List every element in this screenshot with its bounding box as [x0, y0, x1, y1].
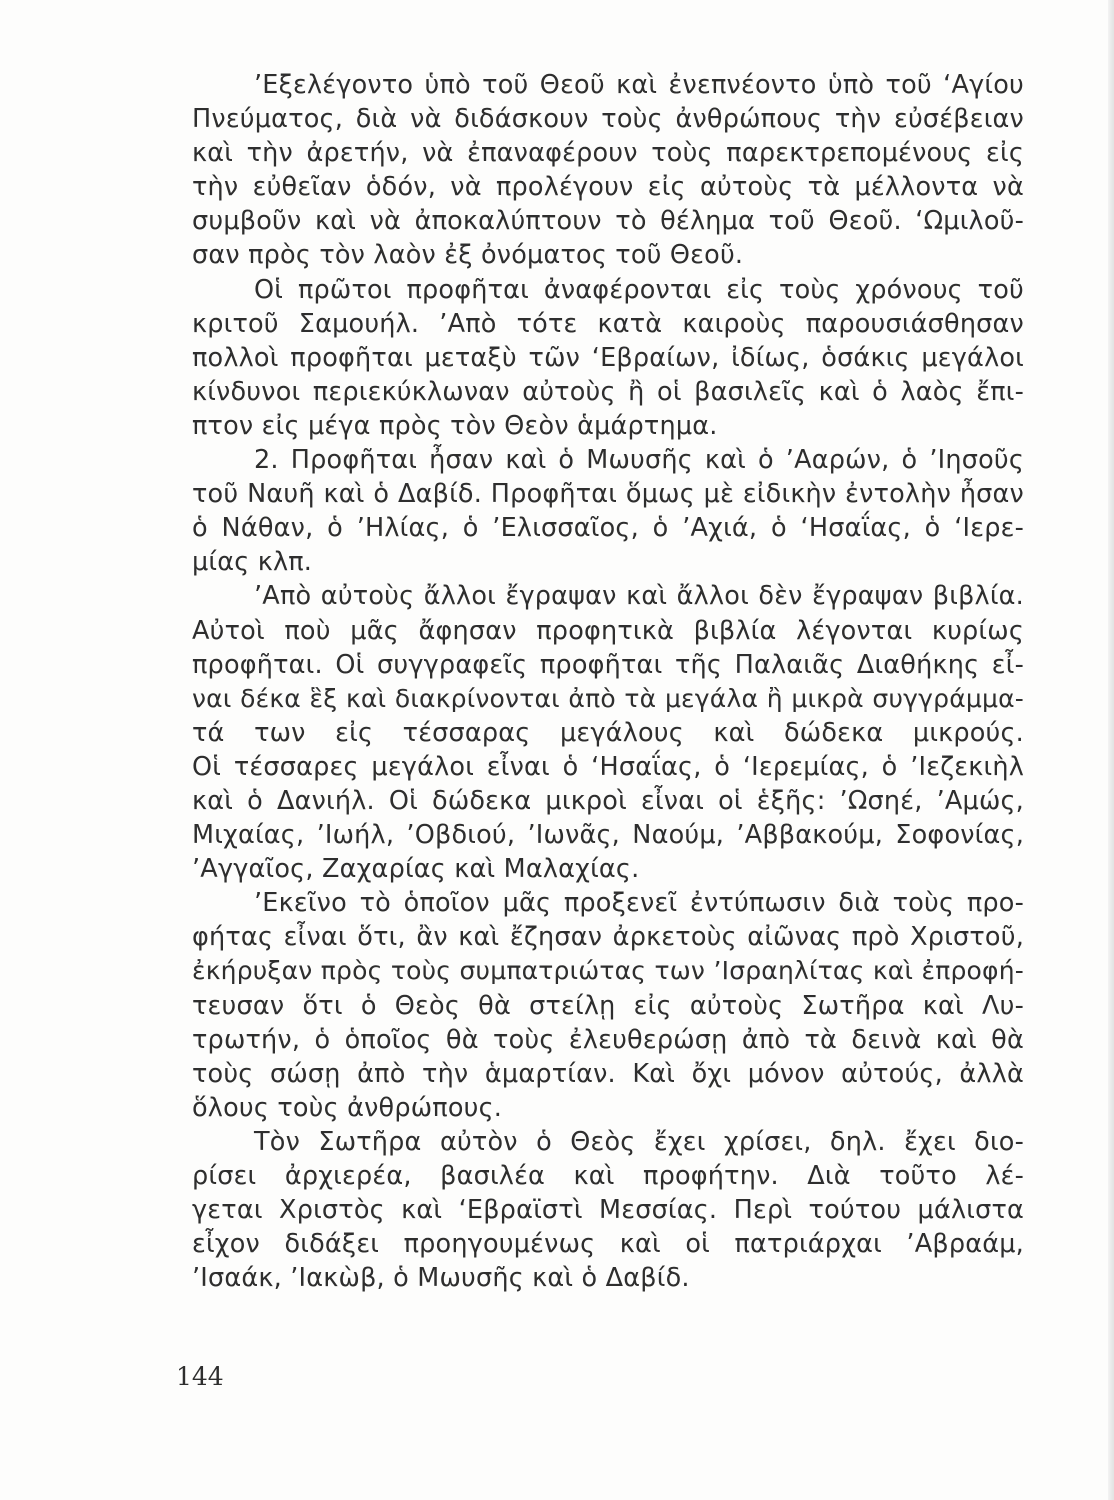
text-line: πτον εἰς μέγα πρὸς τὸν Θεὸν ἁμάρτημα. — [192, 410, 718, 441]
page-number: 144 — [176, 1362, 224, 1391]
text-line: Πνεύματος, διὰ νὰ διδάσκουν τοὺς ἀνθρώπους τὴν εὐσέβειαν — [192, 104, 1024, 135]
text-line: ’Εξελέγοντο ὑπὸ τοῦ Θεοῦ καὶ ἐνεπνέοντο ὑπὸ τοῦ ‘Αγίου — [254, 70, 1024, 100]
text-line: τοῦ Ναυῆ καὶ ὁ Δαβίδ. Προφῆται ὅμως μὲ εἰδικὴν ἐντολὴν ἦσαν — [192, 479, 1024, 510]
text-line: συμβοῦν καὶ νὰ ἀποκαλύπτουν τὸ θέλημα τοῦ Θεοῦ. ‘Ωμιλοῦ- — [192, 206, 1024, 237]
text-line: προφῆται. Οἱ συγγραφεῖς προφῆται τῆς Παλαιᾶς Διαθήκης εἶ- — [192, 649, 1024, 680]
text-line: τευσαν ὅτι ὁ Θεὸς θὰ στείλῃ εἰς αὐτοὺς Σωτῆρα καὶ Λυ- — [192, 990, 1024, 1021]
text-line: σαν πρὸς τὸν λαὸν ἐξ ὀνόματος τοῦ Θεοῦ. — [192, 240, 744, 271]
text-line: ὅλους τοὺς ἀνθρώπους. — [192, 1092, 503, 1123]
text-line: ’Απὸ αὐτοὺς ἄλλοι ἔγραψαν καὶ ἄλλοι δὲν ἔγραψαν βιβλία. — [254, 581, 1024, 612]
text-line: 2. Προφῆται ἦσαν καὶ ὁ Μωυσῆς καὶ ὁ ’Ααρών, ὁ ’Ιησοῦς — [254, 445, 1024, 476]
text-line: ναι δέκα ἓξ καὶ διακρίνονται ἀπὸ τὰ μεγάλα ἢ μικρὰ συγγράμμα- — [192, 683, 1024, 713]
text-line: τὴν εὐθεῖαν ὁδόν, νὰ προλέγουν εἰς αὐτοὺς τὰ μέλλοντα νὰ — [192, 172, 1024, 203]
text-line: ’Ισαάκ, ’Ιακὼβ, ὁ Μωυσῆς καὶ ὁ Δαβίδ. — [192, 1263, 690, 1294]
text-line: καὶ τὴν ἀρετήν, νὰ ἐπαναφέρουν τοὺς παρεκτρεπομένους εἰς — [192, 138, 1024, 169]
text-line: Τὸν Σωτῆρα αὐτὸν ὁ Θεὸς ἔχει χρίσει, δηλ. ἔχει διο- — [254, 1126, 1024, 1157]
text-line: γεται Χριστὸς καὶ ‘Εβραϊστὶ Μεσσίας. Περὶ τούτου μάλιστα — [192, 1195, 1024, 1226]
text-line: τρωτήν, ὁ ὁποῖος θὰ τοὺς ἐλευθερώσῃ ἀπὸ τὰ δεινὰ καὶ θὰ — [192, 1024, 1024, 1055]
text-line: καὶ ὁ Δανιήλ. Οἱ δώδεκα μικροὶ εἶναι οἱ ἑξῆς: ’Ωσηέ, ’Αμώς, — [192, 785, 1024, 816]
text-line: τοὺς σώσῃ ἀπὸ τὴν ἁμαρτίαν. Καὶ ὄχι μόνον αὐτούς, ἀλλὰ — [192, 1058, 1024, 1089]
body-text — [192, 68, 1024, 1295]
text-line: κριτοῦ Σαμουήλ. ’Απὸ τότε κατὰ καιροὺς παρουσιάσθησαν — [192, 308, 1024, 339]
text-line: ἐκήρυξαν πρὸς τοὺς συμπατριώτας των ’Ισραηλίτας καὶ ἐπροφή- — [192, 956, 1024, 986]
text-line: Αὐτοὶ ποὺ μᾶς ἄφησαν προφητικὰ βιβλία λέγονται κυρίως — [192, 615, 1024, 646]
text-line: μίας κλπ. — [192, 547, 313, 578]
text-line: Οἱ πρῶτοι προφῆται ἀναφέρονται εἰς τοὺς χρόνους τοῦ — [254, 274, 1024, 305]
text-line: ’Αγγαῖος, Ζαχαρίας καὶ Μαλαχίας. — [192, 854, 640, 885]
text-line: εἶχον διδάξει προηγουμένως καὶ οἱ πατριάρχαι ’Αβραάμ, — [192, 1229, 1024, 1260]
text-line: φήτας εἶναι ὅτι, ἂν καὶ ἔζησαν ἀρκετοὺς αἰῶνας πρὸ Χριστοῦ, — [192, 922, 1024, 953]
page-edge-shadow — [1108, 0, 1114, 1500]
text-line: τά των εἰς τέσσαρας μεγάλους καὶ δώδεκα μικρούς. — [192, 717, 1024, 748]
text-line: πολλοὶ προφῆται μεταξὺ τῶν ‘Εβραίων, ἰδίως, ὁσάκις μεγάλοι — [192, 342, 1024, 373]
text-line: Μιχαίας, ’Ιωήλ, ’Οβδιού, ’Ιωνᾶς, Ναούμ, ’Αββακούμ, Σοφονίας, — [192, 820, 1024, 851]
text-line: ὁ Νάθαν, ὁ ’Ηλίας, ὁ ’Ελισσαῖος, ὁ ’Αχιά, ὁ ‘Ησαΐας, ὁ ‘Ιερε- — [192, 513, 1024, 544]
text-line: Οἱ τέσσαρες μεγάλοι εἶναι ὁ ‘Ησαΐας, ὁ ‘Ιερεμίας, ὁ ’Ιεζεκιὴλ — [192, 751, 1024, 782]
text-line: κίνδυνοι περιεκύκλωναν αὐτοὺς ἢ οἱ βασιλεῖς καὶ ὁ λαὸς ἔπι- — [192, 376, 1024, 407]
text-line: ’Εκεῖνο τὸ ὁποῖον μᾶς προξενεῖ ἐντύπωσιν διὰ τοὺς προ- — [254, 888, 1024, 919]
text-line: ρίσει ἀρχιερέα, βασιλέα καὶ προφήτην. Διὰ τοῦτο λέ- — [192, 1161, 1024, 1191]
